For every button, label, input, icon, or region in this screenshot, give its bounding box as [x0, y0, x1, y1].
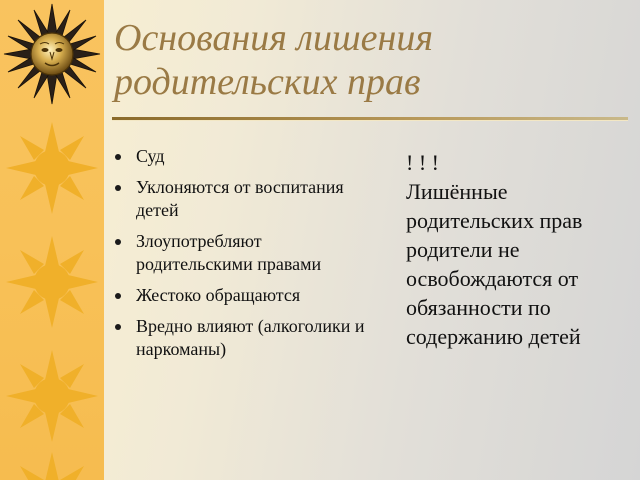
- sun-icon: [2, 118, 102, 218]
- bullet-icon: [115, 154, 121, 160]
- list-item: [112, 176, 382, 222]
- list-item-text: Суд: [136, 146, 165, 166]
- list-item: [112, 284, 382, 307]
- title-line-2: родительских прав: [114, 61, 421, 103]
- note-block: [406, 148, 628, 351]
- bullet-icon: [115, 185, 121, 191]
- note-text: Лишённые родительских прав родители не освобождаются от обязанности по содержанию детей: [406, 179, 583, 349]
- sun-face-icon: [2, 2, 102, 106]
- note-exclamation: ! ! !: [406, 150, 439, 175]
- list-item: [112, 315, 382, 361]
- sun-icon: [2, 346, 102, 446]
- bullet-icon: [115, 239, 121, 245]
- bullet-icon: [115, 293, 121, 299]
- page-title: [114, 16, 614, 104]
- decorative-left-band: [0, 0, 104, 480]
- list-item-text: Уклоняются от воспитания детей: [136, 177, 344, 220]
- list-item-text: Вредно влияют (алкоголики и наркоманы): [136, 316, 365, 359]
- title-divider-highlight: [112, 120, 628, 121]
- title-line-1: Основания лишения: [114, 17, 434, 59]
- sun-icon: [2, 232, 102, 332]
- list-item: [112, 145, 382, 168]
- grounds-list: [112, 145, 382, 369]
- list-item-text: Злоупотребляют родительскими правами: [136, 231, 322, 274]
- sun-icon: [2, 448, 102, 480]
- list-item-text: Жестоко обращаются: [136, 285, 301, 305]
- list-item: [112, 230, 382, 276]
- bullet-icon: [115, 324, 121, 330]
